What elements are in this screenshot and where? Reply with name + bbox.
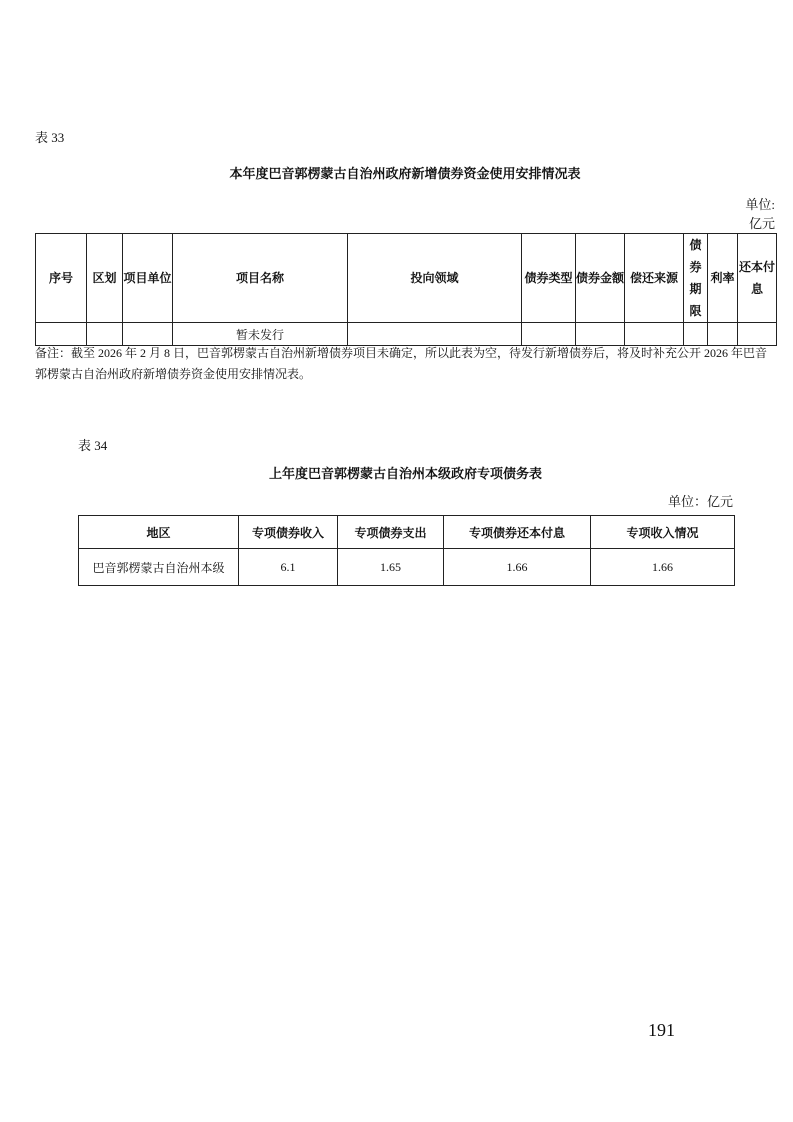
table-row <box>79 549 735 586</box>
table34-title: 上年度巴音郭楞蒙古自治州本级政府专项债务表 <box>268 467 542 482</box>
table-cell: 6.1 <box>239 549 338 586</box>
table-cell: 1.66 <box>444 549 591 586</box>
table33-header-cell: 债券类型 <box>522 234 576 323</box>
table34-header-row <box>79 516 735 549</box>
page-number: 191 <box>648 1020 675 1040</box>
table33-header-cell: 项目名称 <box>173 234 348 323</box>
table34-header-cell: 专项收入情况 <box>591 516 735 549</box>
table33-header-cell: 利率 <box>708 234 738 323</box>
table33-note: 备注：截至 2026 年 2 月 8 日，巴音郭楞蒙古自治州新增债券项目未确定，所以此表为空，待发行新增债券后，将及时补充公开 2026 年巴音郭楞蒙古自治州政府新增债券资金使用安排情况表。 <box>35 346 768 381</box>
table33-header-cell: 债券金额 <box>576 234 625 323</box>
table33-header-cell: 项目单位 <box>123 234 173 323</box>
table34-header-cell: 专项债券还本付息 <box>444 516 591 549</box>
table33-header-cell: 序号 <box>36 234 87 323</box>
table34-label: 表 34 <box>78 438 108 453</box>
table34-header-cell: 专项债券支出 <box>338 516 444 549</box>
table34-unit: 单位：亿元 <box>667 494 733 509</box>
table-cell: 巴音郭楞蒙古自治州本级 <box>79 549 239 586</box>
table33-header-cell: 债券期限 <box>684 234 708 323</box>
table34 <box>78 515 735 586</box>
table33-header-cell: 投向领域 <box>348 234 522 323</box>
table33-header-cell: 还本付息 <box>738 234 777 323</box>
table34-header-cell: 地区 <box>79 516 239 549</box>
table33-unit-line1: 单位: <box>745 197 775 212</box>
table-cell: 1.65 <box>338 549 444 586</box>
table-cell: 暂未发行 <box>173 323 348 346</box>
table33-label: 表 33 <box>35 130 65 145</box>
table33-header-cell: 偿还来源 <box>625 234 684 323</box>
table33-unit-line2: 亿元 <box>748 216 775 231</box>
table34-header-cell: 专项债券收入 <box>239 516 338 549</box>
table33-title: 本年度巴音郭楞蒙古自治州政府新增债券资金使用安排情况表 <box>229 167 581 182</box>
table33-header-cell: 区划 <box>87 234 123 323</box>
table33-header-row <box>36 234 777 323</box>
table-cell: 1.66 <box>591 549 735 586</box>
table33 <box>35 233 777 346</box>
